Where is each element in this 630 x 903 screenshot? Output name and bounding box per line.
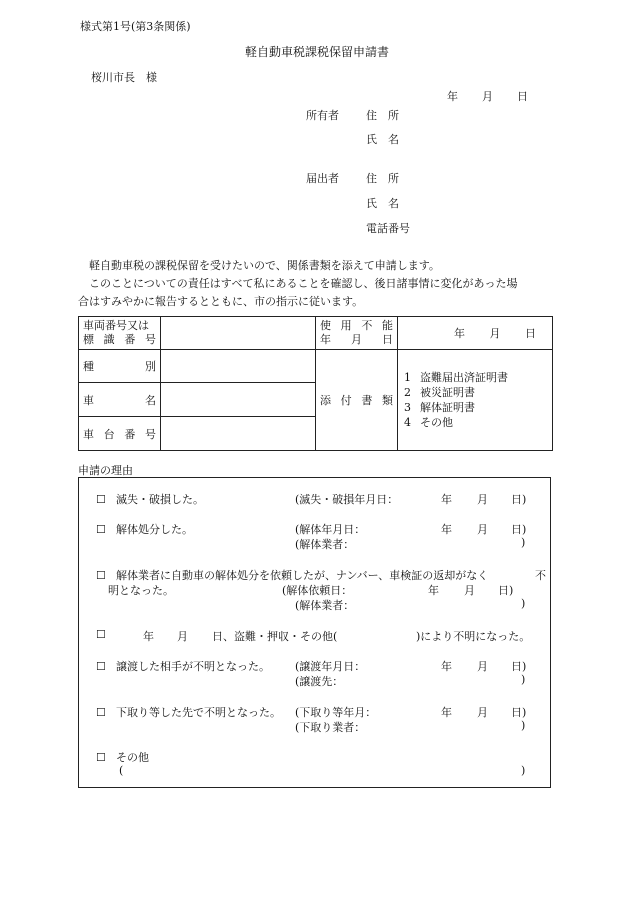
reason-5-close: ): [521, 673, 526, 686]
owner-name-label: 氏 名: [366, 133, 399, 146]
reason-box: [78, 477, 551, 788]
owner-address-label: 住 所: [366, 109, 399, 122]
reason-7: ☐ その他: [96, 751, 149, 764]
reason-3-dismantler: (解体業者：: [295, 599, 355, 612]
form-title: 軽自動車税課税保留申請書: [245, 45, 390, 59]
reason-1-month: 月: [477, 493, 488, 506]
owner-label: 所有者: [306, 109, 339, 122]
reason-7-close: ): [521, 764, 526, 777]
vehicle-kind-field[interactable]: [161, 350, 316, 383]
reason-6-day: 日): [511, 706, 527, 719]
checkbox[interactable]: ☐: [96, 523, 106, 536]
vehicle-info-table: [78, 316, 553, 451]
checkbox[interactable]: ☐: [96, 569, 106, 582]
reason-2-dismantler: (解体業者：: [295, 538, 355, 551]
checkbox[interactable]: ☐: [96, 706, 106, 719]
reason-2-close: ): [521, 536, 526, 549]
plate-number-field[interactable]: [161, 317, 316, 350]
reason-5-recipient: (譲渡先：: [295, 675, 344, 688]
reason-6-month: 月: [477, 706, 488, 719]
reason-3-month: 月: [464, 584, 475, 597]
reason-1-detail: (滅失・破損年月日：: [295, 493, 399, 506]
attachments-label: 添 付 書 類: [316, 350, 398, 451]
body-line-1: 軽自動車税の課税保留を受けたいので、関係書類を添えて申請します。: [78, 259, 440, 272]
vehicle-name-label: 車 名: [79, 383, 161, 417]
reason-heading: 申請の理由: [78, 464, 133, 477]
reason-2: ☐ 解体処分した。: [96, 523, 193, 536]
date-year: 年: [447, 90, 458, 103]
reason-2-month: 月: [477, 523, 488, 536]
vehicle-name-field[interactable]: [161, 383, 316, 417]
reason-4-tail: )により不明になった。: [416, 630, 531, 643]
addressee: 桜川市長 様: [91, 71, 157, 84]
plate-number-label: 車両番号又は 標 識 番 号: [79, 317, 161, 350]
reason-2-detail: (解体年月日：: [295, 523, 366, 536]
reason-5: ☐ 譲渡した相手が不明となった。: [96, 660, 270, 673]
reason-4-year: 年: [143, 630, 154, 643]
notifier-label: 届出者: [306, 172, 339, 185]
reason-4: [96, 628, 116, 641]
reason-2-year: 年: [441, 523, 452, 536]
body-line-3: 合はすみやかに報告するとともに、市の指示に従います。: [78, 295, 364, 308]
vehicle-kind-label: 種 別: [79, 350, 161, 383]
reason-3-line-2: 明となった。: [108, 584, 174, 597]
reason-4-text: 日、盗難・押収・その他(: [212, 630, 338, 643]
date-month: 月: [482, 90, 493, 103]
reason-5-detail: (譲渡年月日：: [295, 660, 366, 673]
body-line-2: このことについての責任はすべて私にあることを確認し、後日諸事情に変化があった場: [78, 277, 518, 290]
chassis-number-field[interactable]: [161, 417, 316, 451]
checkbox[interactable]: ☐: [96, 628, 106, 641]
document-item: 3 解体証明書: [404, 401, 475, 414]
reason-3-detail: (解体依頼日：: [282, 584, 353, 597]
reason-7-open: (: [119, 764, 124, 777]
reason-2-day: 日): [511, 523, 527, 536]
reason-3-close: ): [521, 597, 526, 610]
reason-5-month: 月: [477, 660, 488, 673]
reason-5-year: 年: [441, 660, 452, 673]
reason-3-day: 日): [498, 584, 514, 597]
reason-5-day: 日): [511, 660, 527, 673]
notifier-name-label: 氏 名: [366, 197, 399, 210]
reason-4-month: 月: [177, 630, 188, 643]
attachments-list: [398, 350, 553, 451]
reason-1-day: 日): [511, 493, 527, 506]
date-day: 日: [517, 90, 528, 103]
checkbox[interactable]: ☐: [96, 660, 106, 673]
document-item: 1 盗難届出済証明書: [404, 371, 508, 384]
reason-6-dealer: (下取り業者：: [295, 721, 366, 734]
reason-1-year: 年: [441, 493, 452, 506]
checkbox[interactable]: ☐: [96, 751, 106, 764]
document-item: 2 被災証明書: [404, 386, 475, 399]
reason-6-detail: (下取り等年月：: [295, 706, 377, 719]
checkbox[interactable]: ☐: [96, 493, 106, 506]
reason-6-year: 年: [441, 706, 452, 719]
document-item: 4 その他: [404, 416, 453, 429]
unusable-date-field[interactable]: 年 月 日: [398, 317, 553, 350]
unusable-date-label: 使 用 不 能 年 月 日: [316, 317, 398, 350]
reason-3-year: 年: [428, 584, 439, 597]
notifier-address-label: 住 所: [366, 172, 399, 185]
notifier-phone-label: 電話番号: [366, 222, 410, 235]
reason-3: ☐ 解体業者に自動車の解体処分を依頼したが、ナンバー、車検証の返却がなく: [96, 569, 489, 582]
reason-6: ☐ 下取り等した先で不明となった。: [96, 706, 281, 719]
reason-6-close: ): [521, 719, 526, 732]
form-number: 様式第1号(第3条関係): [80, 20, 191, 33]
reason-1: ☐ 滅失・破損した。: [96, 493, 204, 506]
chassis-number-label: 車 台 番 号: [79, 417, 161, 451]
reason-3-tail: 不: [535, 569, 546, 582]
